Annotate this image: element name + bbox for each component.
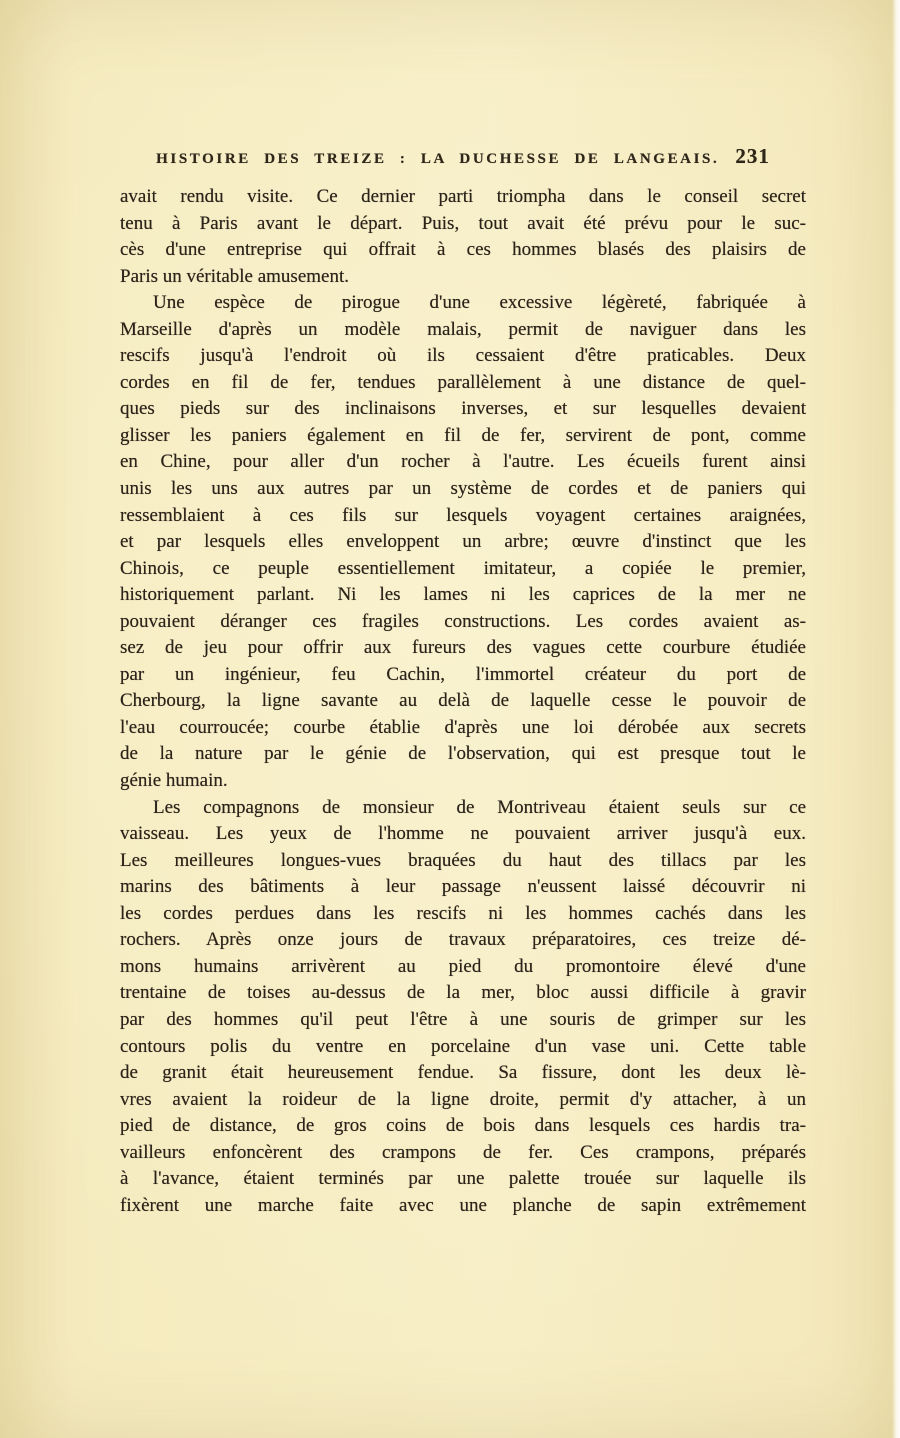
text-line: à l'avance, étaient terminés par une palette trouée sur laquelle ils xyxy=(120,1168,806,1190)
text-line: sez de jeu pour offrir aux fureurs des vagues cette courbure étudiée xyxy=(120,637,806,659)
text-line: et par lesquels elles enveloppent un arbre; œuvre d'instinct que les xyxy=(120,531,806,553)
text-line: Marseille d'après un modèle malais, permit de naviguer dans les xyxy=(120,318,806,340)
text-line: tenu à Paris avant le départ. Puis, tout avait été prévu pour le suc- xyxy=(120,212,806,234)
text-line: Cherbourg, la ligne savante au delà de laquelle cesse le pouvoir de xyxy=(120,690,806,712)
text-line: par un ingénieur, feu Cachin, l'immortel créateur du port de xyxy=(120,663,806,685)
text-line: rescifs jusqu'à l'endroit où ils cessaient d'être praticables. Deux xyxy=(120,345,806,367)
text-line: Une espèce de pirogue d'une excessive légèreté, fabriquée à xyxy=(153,292,806,314)
text-line: de granit était heureusement fendue. Sa fissure, dont les deux lè- xyxy=(120,1062,806,1084)
text-line: cès d'une entreprise qui offrait à ces hommes blasés des plaisirs de xyxy=(120,239,806,261)
text-line: marins des bâtiments à leur passage n'eussent laissé découvrir ni xyxy=(120,876,806,898)
running-head-title: HISTOIRE DES TREIZE : LA DUCHESSE DE LANGEAIS. xyxy=(156,151,720,167)
page-number: 231 xyxy=(735,144,770,168)
text-line: vres avaient la roideur de la ligne droite, permit d'y attacher, à un xyxy=(120,1088,806,1110)
text-line: unis les uns aux autres par un système de cordes et de paniers qui xyxy=(120,478,806,500)
text-line: vailleurs enfoncèrent des crampons de fer. Ces crampons, préparés xyxy=(120,1141,806,1163)
text-line: ressemblaient à ces fils sur lesquels voyagent certaines araignées, xyxy=(120,504,806,526)
text-line: trentaine de toises au-dessus de la mer, bloc aussi difficile à gravir xyxy=(120,982,806,1004)
text-line: historiquement parlant. Ni les lames ni les caprices de la mer ne xyxy=(120,584,806,606)
text-line: en Chine, pour aller d'un rocher à l'autre. Les écueils furent ainsi xyxy=(120,451,806,473)
text-line: les cordes perdues dans les rescifs ni les hommes cachés dans les xyxy=(120,902,806,924)
text-line: de la nature par le génie de l'observation, qui est presque tout le xyxy=(120,743,806,765)
page-edge xyxy=(892,0,900,1438)
text-line: par des hommes qu'il peut l'être à une souris de grimper sur les xyxy=(120,1008,806,1030)
page-body xyxy=(120,184,806,1219)
text-line: Paris un véritable amusement. xyxy=(120,265,349,287)
text-line: fixèrent une marche faite avec une planche de sapin extrêmement xyxy=(120,1194,806,1216)
text-line: Les meilleures longues-vues braquées du haut des tillacs par les xyxy=(120,849,806,871)
text-line: avait rendu visite. Ce dernier parti triompha dans le conseil secret xyxy=(120,186,806,207)
text-line: Les compagnons de monsieur de Montriveau étaient seuls sur ce xyxy=(153,796,806,818)
text-line: mons humains arrivèrent au pied du promontoire élevé d'une xyxy=(120,955,806,977)
text-block xyxy=(120,144,806,1219)
text-line: Chinois, ce peuple essentiellement imitateur, a copiée le premier, xyxy=(120,557,806,579)
text-line: ques pieds sur des inclinaisons inverses, et sur lesquelles devaient xyxy=(120,398,806,420)
text-line: pied de distance, de gros coins de bois dans lesquels ces hardis tra- xyxy=(120,1115,806,1137)
text-line: génie humain. xyxy=(120,770,228,792)
text-line: vaisseau. Les yeux de l'homme ne pouvaient arriver jusqu'à eux. xyxy=(120,823,806,845)
text-line: rochers. Après onze jours de travaux préparatoires, ces treize dé- xyxy=(120,929,806,951)
text-line: pouvaient déranger ces fragiles constructions. Les cordes avaient as- xyxy=(120,610,806,632)
text-line: l'eau courroucée; courbe établie d'après une loi dérobée aux secrets xyxy=(120,716,806,738)
text-line: cordes en fil de fer, tendues parallèlement à une distance de quel- xyxy=(120,371,806,393)
text-line: contours polis du ventre en porcelaine d'un vase uni. Cette table xyxy=(120,1035,806,1057)
running-head xyxy=(120,144,806,169)
text-line: glisser les paniers également en fil de fer, servirent de pont, comme xyxy=(120,424,806,446)
